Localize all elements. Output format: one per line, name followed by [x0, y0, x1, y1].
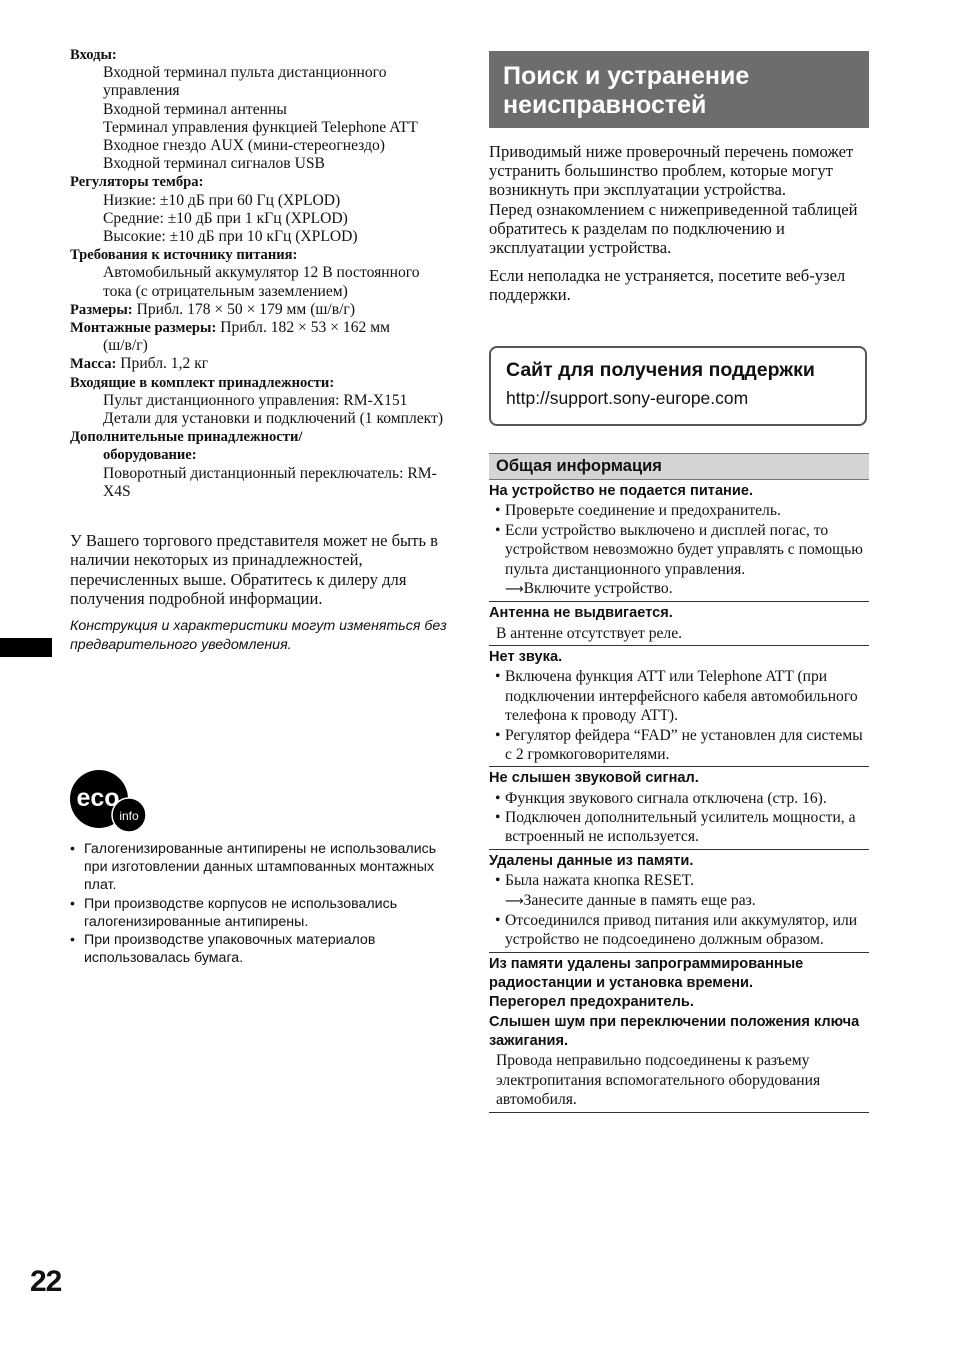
trouble-cause: • Регулятор фейдера “FAD” не установлен для системы с 2 громкоговорителями.: [489, 726, 869, 765]
troubleshooting-title: Поиск и устранение неисправностей: [489, 51, 869, 128]
spec-input-item: Входное гнездо AUX (мини-стереогнездо): [103, 137, 385, 155]
trouble-cause: • Включена функция ATT или Telephone ATT (при подключении интерфейсного кабеля автомобильного телефона к проводу ATT).: [489, 667, 869, 725]
spec-power-value: Автомобильный аккумулятор 12 В постоянного тока (с отрицательным заземлением): [103, 264, 420, 300]
design-note: Конструкция и характеристики могут изменяться без предварительного уведомления.: [70, 617, 447, 653]
spec-supplied-item: Детали для установки и подключений (1 комплект): [103, 410, 444, 428]
trouble-symptom: Перегорел предохранитель.: [489, 994, 694, 1011]
troubleshooting-intro: [489, 142, 869, 305]
spec-tone-heading: Регуляторы тембра:: [70, 174, 204, 191]
spec-tone-item: Низкие: ±10 дБ при 60 Гц (XPLOD): [103, 191, 341, 209]
arrow-right-icon: ⟶: [505, 581, 524, 597]
spec-mass-label: Масса:: [70, 356, 117, 373]
trouble-cause: В антенне отсутствует реле.: [496, 624, 683, 642]
eco-list-item: • При производстве упаковочных материалов использовалась бумага.: [70, 931, 460, 967]
spec-optional-value: Поворотный дистанционный переключатель: RM-X4S: [103, 464, 437, 500]
eco-logo-word: eco: [76, 784, 120, 812]
page-number: 22: [30, 1265, 62, 1298]
trouble-cause: • Функция звукового сигнала отключена (стр. 16).: [489, 789, 869, 808]
support-site-title: Сайт для получения поддержки: [506, 359, 815, 381]
intro-paragraph: Перед ознакомлением с нижеприведенной таблицей обратитесь к разделам по подключению и эксплуатации устройства.: [489, 199, 858, 258]
spec-input-item: Входной терминал пульта дистанционного управления: [103, 64, 387, 100]
spec-input-item: Входной терминал сигналов USB: [103, 155, 325, 173]
trouble-cause: Провода неправильно подсоединены к разъему электропитания вспомогательного оборудования автомобиля.: [496, 1052, 821, 1109]
spec-optional-heading: Дополнительные принадлежности/: [70, 429, 303, 446]
spec-power-heading: Требования к источнику питания:: [70, 247, 298, 264]
trouble-item: [489, 482, 869, 602]
spec-mass-value: Прибл. 1,2 кг: [120, 355, 209, 373]
trouble-symptom: На устройство не подается питание.: [489, 483, 754, 499]
spec-mounting-value: Прибл. 182 × 53 × 162 мм: [220, 319, 390, 337]
spec-mounting: [70, 319, 452, 355]
trouble-symptom: Нет звука.: [489, 649, 563, 666]
trouble-cause: • Проверьте соединение и предохранитель.: [489, 501, 869, 520]
spec-optional-heading-cont: оборудование:: [103, 447, 197, 464]
trouble-item: [489, 769, 869, 850]
trouble-remedy: [489, 891, 869, 911]
trouble-symptom: Слышен шум при переключении положения ключа зажигания.: [489, 1013, 860, 1049]
trouble-cause: • Отсоединился привод питания или аккумулятор, или устройство не подсоединено должным образом.: [489, 911, 869, 950]
eco-logo-sub: info: [119, 809, 139, 823]
spec-tone-item: Средние: ±10 дБ при 1 кГц (XPLOD): [103, 209, 348, 227]
spec-inputs-heading: Входы:: [70, 47, 117, 63]
spec-mounting-label: Монтажные размеры:: [70, 320, 217, 337]
spec-input-item: Терминал управления функцией Telephone ATT: [103, 118, 418, 136]
spec-mounting-cont: (ш/в/г): [103, 337, 148, 355]
spec-input-item: Входной терминал антенны: [103, 100, 287, 118]
trouble-symptom: Антенна не выдвигается.: [489, 605, 673, 622]
trouble-item: [489, 852, 869, 953]
trouble-item: [489, 604, 869, 646]
spec-tone-item: Высокие: ±10 дБ при 10 кГц (XPLOD): [103, 228, 358, 246]
trouble-item: [489, 955, 869, 1113]
trouble-remedy-text: Включите устройство.: [523, 579, 673, 597]
support-site-link[interactable]: http://support.sony-europe.com: [506, 388, 749, 408]
intro-paragraph: Если неполадка не устраняется, посетите веб-узел поддержки.: [489, 266, 846, 305]
spec-mass: [70, 355, 452, 373]
eco-list-item: • Галогенизированные антипирены не использовались при изготовлении данных штампованных монтажных плат.: [70, 840, 460, 895]
trouble-symptom: Не слышен звуковой сигнал.: [489, 770, 699, 787]
arrow-right-icon: ⟶: [505, 893, 524, 909]
section-heading: Общая информация: [489, 453, 869, 480]
eco-list: [70, 840, 460, 967]
intro-paragraph: Приводимый ниже проверочный перечень поможет устранить большинство проблем, которые могут возникнуть при эксплуатации устройства.: [489, 142, 854, 200]
spec-dimensions-value: Прибл. 178 × 50 × 179 мм (ш/в/г): [136, 300, 356, 318]
trouble-remedy-text: Занесите данные в память еще раз.: [523, 891, 756, 909]
trouble-symptom: Удалены данные из памяти.: [489, 852, 694, 869]
spec-dimensions-label: Размеры:: [70, 301, 133, 318]
section-tab-marker: [0, 638, 52, 657]
trouble-remedy: [489, 579, 869, 599]
trouble-cause: • Была нажата кнопка RESET.: [489, 871, 869, 890]
eco-list-item: • При производстве корпусов не использовались галогенизированные антипирены.: [70, 895, 460, 931]
trouble-symptom: Из памяти удалены запрограммированные радиостанции и установка времени.: [489, 955, 804, 992]
spec-dimensions: [70, 301, 452, 319]
dealer-note: У Вашего торгового представителя может не быть в наличии некоторых из принадлежностей, перечисленных выше. Обратитесь к дилеру для получения подробной информации.: [70, 531, 439, 609]
spec-supplied-heading: Входящие в комплект принадлежности:: [70, 374, 335, 391]
trouble-item: [489, 648, 869, 767]
trouble-cause: • Если устройство выключено и дисплей погас, то устройством невозможно будет управлять с помощью пульта дистанционного управления.: [489, 521, 869, 579]
trouble-cause: • Подключен дополнительный усилитель мощности, а встроенный не используется.: [489, 808, 869, 847]
specifications-column: [70, 46, 452, 655]
eco-info-logo-icon: [70, 770, 150, 834]
troubleshooting-table: [489, 453, 869, 1113]
support-site-box: [489, 346, 867, 426]
spec-supplied-item: Пульт дистанционного управления: RM-X151: [103, 391, 408, 409]
